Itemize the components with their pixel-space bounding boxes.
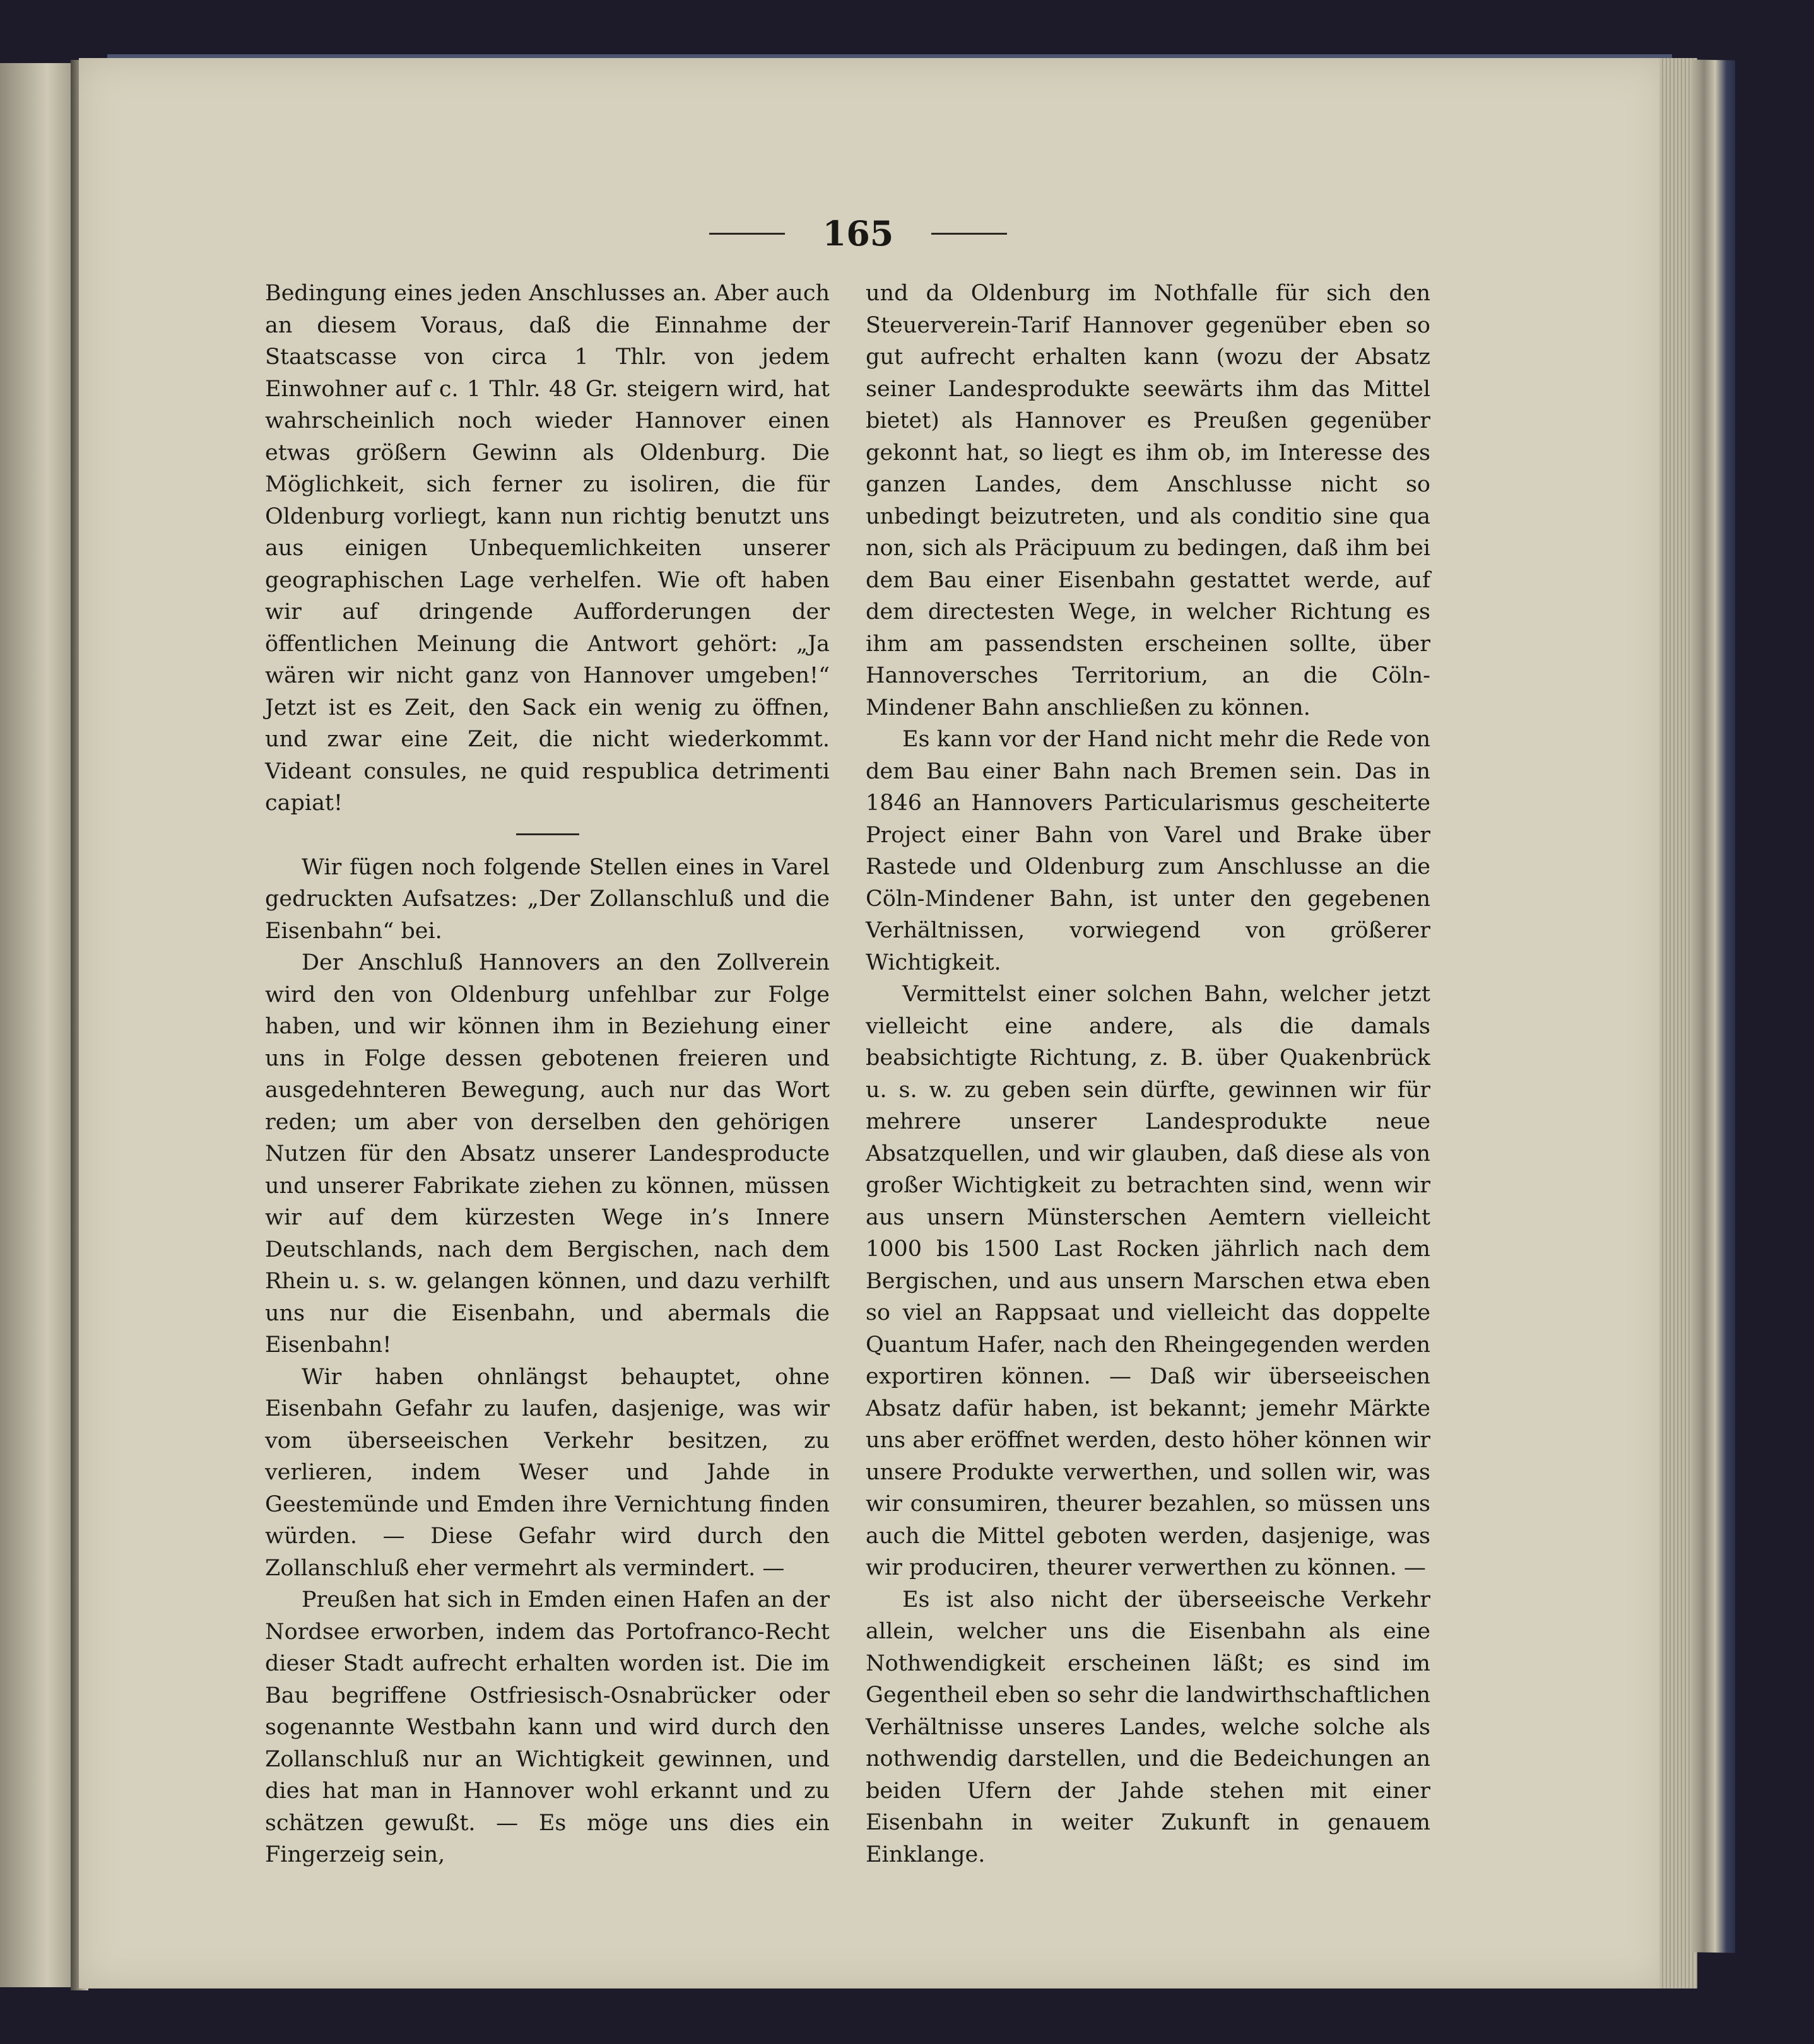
right-paragraph-2: Es kann vor der Hand nicht mehr die Rede von dem Bau einer Bahn nach Bremen sein. Das in 1846 an Hannovers Particularismus gescheiterte Project einer Bahn von Varel und Brake über Rastede und Oldenburg zum Anschlusse an die Cöln-Mindener Bahn, ist unter den gegebenen Verhältnissen, vorwiegend von größerer Wichtigkeit.	[866, 727, 1430, 975]
right-paragraph-3: Vermittelst einer solchen Bahn, welcher jetzt vielleicht eine andere, als die damals beabsichtigte Richtung, z. B. über Quakenbrück u. s. w. zu geben sein dürfte, gewinnen wir für mehrere unserer Landesprodukte neue Absatzquellen, und wir glauben, daß diese als von großer Wichtigkeit zu betrachten sind, wenn wir aus unsern Münsterschen Aemtern vielleicht 1000 bis 1500 Last Rocken jährlich nach dem Bergischen, und aus unsern Marschen etwa eben so viel an Rappsaat und vielleicht das doppelte Quantum Hafer, nach den Rheingegenden werden exportiren können. — Daß wir überseeischen Absatz dafür haben, ist bekannt; jemehr Märkte uns aber eröffnet werden, desto höher können wir unsere Produkte verwerthen, und sollen wir, was wir consumiren, theurer bezahlen, so müssen uns auch die Mittel geboten werden, dasjenige, was wir produciren, theurer verwerthen zu können. —	[866, 982, 1430, 1580]
left-paragraph-1: Wir fügen noch folgende Stellen eines in Varel gedruckten Aufsatzes: „Der Zollanschluß und die Eisenbahn“ bei.	[265, 854, 830, 944]
right-paragraph-4: Es ist also nicht der überseeische Verkehr allein, welcher uns die Eisenbahn als eine Nothwendigkeit erscheinen läßt; es sind im Gegentheil eben so sehr die landwirthschaftlichen Verhältnisse unseres Landes, welche solche als nothwendig darstellen, und die Bedeichungen an beiden Ufern der Jahde stehen mit einer Eisenbahn in weiter Zukunft in genauem Einklange.	[866, 1587, 1430, 1867]
facing-page-edge	[0, 63, 79, 1987]
book-cover-edge	[1691, 59, 1735, 1953]
left-block-1: Bedingung eines jeden Anschlusses an. Aber auch an diesem Voraus, daß die Einnahme der Staatscasse von circa 1 Thlr. von jedem Einwohner auf c. 1 Thlr. 48 Gr. steigern wird, hat wahrscheinlich noch wieder Hannover einen etwas größern Gewinn als Oldenburg. Die Möglichkeit, sich ferner zu isoliren, die für Oldenburg vorliegt, kann nun richtig benutzt uns aus einigen Unbequemlichkeiten unserer geographischen Lage verhelfen. Wie oft haben wir auf dringende Aufforderungen der öffentlichen Meinung die Antwort gehört: „Ja wären wir nicht ganz von Hannover umgeben!“ Jetzt ist es Zeit, den Sack ein wenig zu öffnen, und zwar eine Zeit, die nicht wiederkommt. Videant consules, ne quid respublica detrimenti capiat!	[265, 281, 830, 816]
left-paragraph-4: Preußen hat sich in Emden einen Hafen an der Nordsee erworben, indem das Portofranco-Recht dieser Stadt aufrecht erhalten worden ist. Die im Bau begriffene Ostfriesisch-Osnabrücker oder sogenannte Westbahn kann und wird durch den Zollanschluß nur an Wichtigkeit gewinnen, und dies hat man in Hannover wohl erkannt und zu schätzen gewußt. — Es möge uns dies ein Fingerzeig sein,	[265, 1587, 830, 1867]
header-rule-right	[931, 233, 1007, 235]
page-header	[672, 208, 1044, 259]
page-number: 165	[822, 213, 894, 254]
right-paragraph-1: und da Oldenburg im Nothfalle für sich den Steuerverein-Tarif Hannover gegenüber eben so gut aufrecht erhalten kann (wozu der Absatz seiner Landesprodukte seewärts ihm das Mittel bietet) als Hannover es Preußen gegenüber gekonnt hat, so liegt es ihm ob, im Interesse des ganzen Landes, dem Anschlusse nicht so unbedingt beizutreten, und als conditio sine qua non, sich als Präcipuum zu bedingen, daß ihm bei dem Bau einer Eisenbahn gestattet werde, auf dem directesten Wege, in welcher Richtung es ihm am passendsten erscheinen sollte, über Hannoversches Territorium, an die Cöln-Mindener Bahn anschließen zu können.	[866, 281, 1430, 720]
left-column	[265, 278, 830, 1871]
left-paragraph-3: Wir haben ohnlängst behauptet, ohne Eisenbahn Gefahr zu laufen, dasjenige, was wir vom überseeischen Verkehr besitzen, zu verlieren, indem Weser und Jahde in Geestemünde und Emden ihre Vernichtung finden würden. — Diese Gefahr wird durch den Zollanschluß eher vermehrt als vermindert. —	[265, 1364, 830, 1581]
left-paragraph-2: Der Anschluß Hannovers an den Zollverein wird den von Oldenburg unfehlbar zur Folge haben, und wir können ihm in Beziehung einer uns in Folge dessen gebotenen freieren und ausgedehnteren Bewegung, auch nur das Wort reden; um aber von derselben den gehörigen Nutzen für den Absatz unserer Landesproducte und unserer Fabrikate ziehen zu können, müssen wir auf dem kürzesten Wege in’s Innere Deutschlands, nach dem Bergischen, nach dem Rhein u. s. w. gelangen können, und dazu verhilft uns nur die Eisenbahn, und abermals die Eisenbahn!	[265, 950, 830, 1358]
section-divider	[516, 833, 579, 835]
header-rule-left	[709, 233, 785, 235]
right-column	[866, 278, 1430, 1871]
